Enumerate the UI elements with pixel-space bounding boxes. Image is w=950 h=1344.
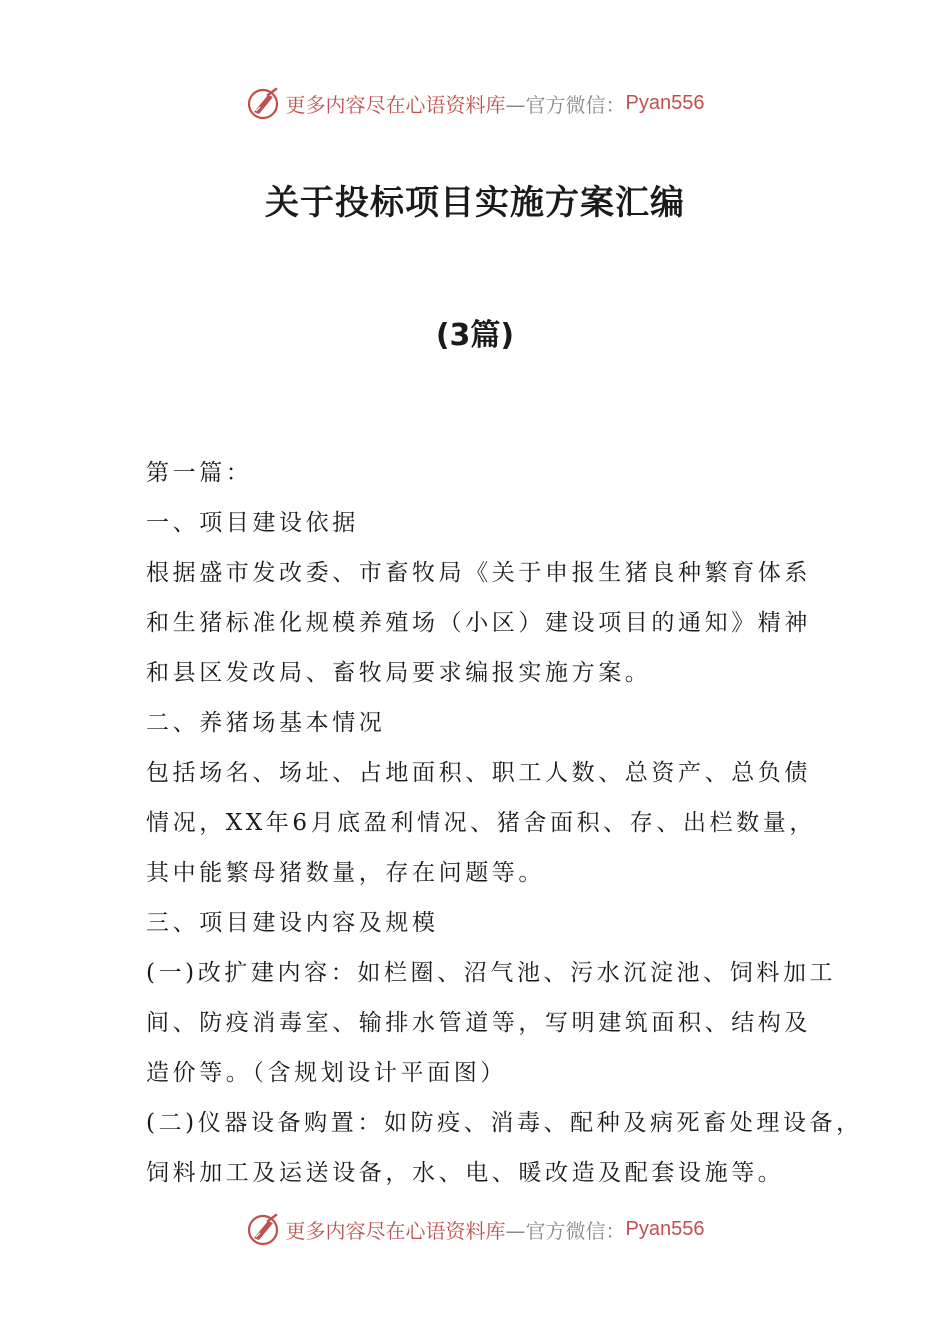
- body-line: 其中能繁母猪数量，存在问题等。: [146, 860, 545, 886]
- body-line: 情况，XX年6月底盈利情况、猪舍面积、存、出栏数量，: [146, 810, 816, 836]
- official-label: —官方微信：: [505, 92, 626, 117]
- body-line: 造价等。（含规划设计平面图）: [146, 1060, 507, 1086]
- body-line: 包括场名、场址、占地面积、职工人数、总资产、总负债: [146, 760, 811, 786]
- document-body: [146, 448, 863, 1198]
- header-watermark-banner: [0, 83, 950, 123]
- body-line: 饲料加工及运送设备，水、电、暖改造及配套设施等。: [146, 1160, 785, 1186]
- body-line: 三、项目建设内容及规模: [146, 910, 439, 936]
- body-line: (二)仪器设备购置：如防疫、消毒、配种及病死畜处理设备，: [146, 1110, 863, 1136]
- body-line: 间、防疫消毒室、输排水管道等，写明建筑面积、结构及: [146, 1010, 811, 1036]
- body-line: 和县区发改局、畜牧局要求编报实施方案。: [146, 660, 652, 686]
- wechat-id: Pyan556: [625, 91, 705, 114]
- body-line: 一、项目建设依据: [146, 510, 359, 536]
- body-line: 二、养猪场基本情况: [146, 710, 386, 736]
- wechat-id: Pyan556: [625, 1217, 705, 1240]
- document-title: 关于投标项目实施方案汇编: [265, 183, 685, 223]
- document-subtitle: (3篇): [435, 318, 515, 353]
- brand-text: 更多内容尽在心语资料库: [285, 1218, 506, 1243]
- pen-logo-icon: [246, 85, 282, 121]
- footer-watermark-banner: [0, 1209, 950, 1249]
- body-line: (一)改扩建内容：如栏圈、沼气池、污水沉淀池、饲料加工: [146, 960, 837, 986]
- body-line: 和生猪标准化规模养殖场（小区）建设项目的通知》精神: [146, 610, 811, 636]
- body-line: 根据盛市发改委、市畜牧局《关于申报生猪良种繁育体系: [146, 560, 811, 586]
- body-line: 第一篇：: [146, 460, 253, 486]
- official-label: —官方微信：: [505, 1218, 626, 1243]
- pen-logo-icon: [246, 1211, 282, 1247]
- brand-text: 更多内容尽在心语资料库: [285, 92, 506, 117]
